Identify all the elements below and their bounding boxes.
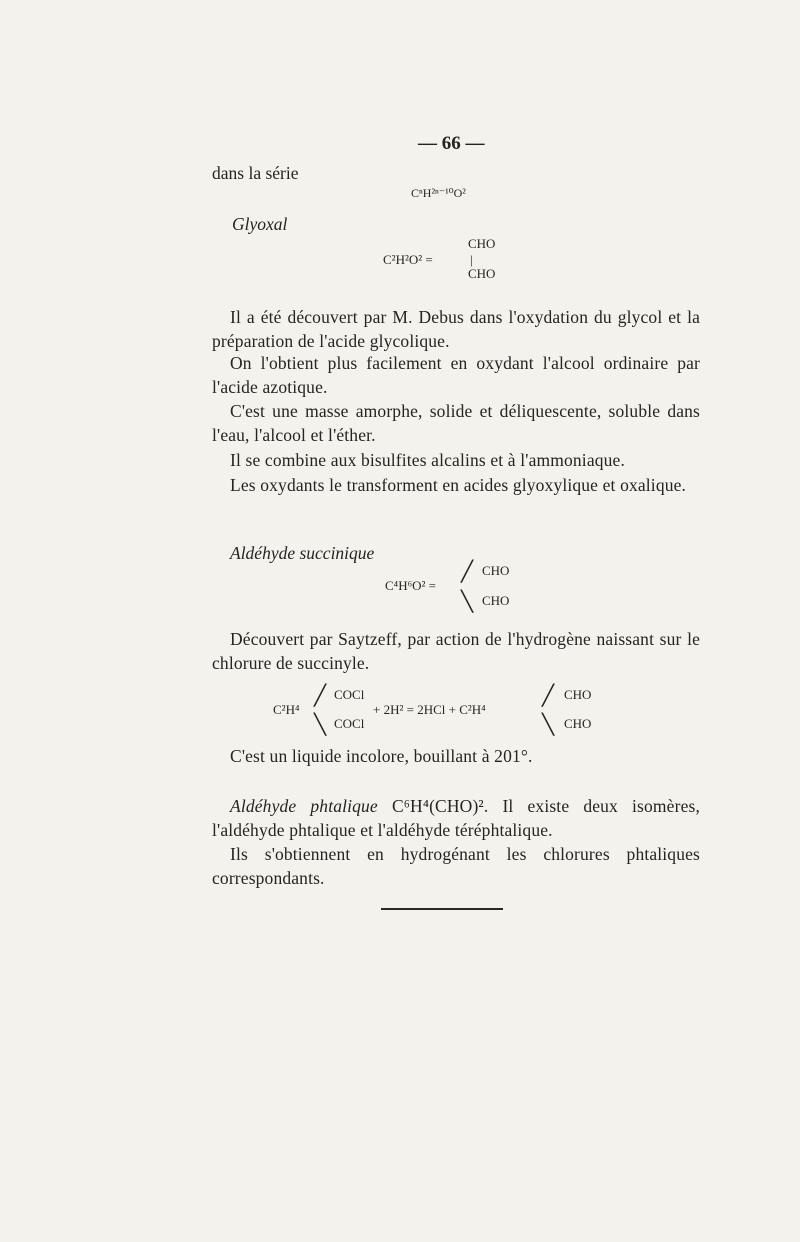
- glyoxal-title: Glyoxal: [232, 214, 288, 234]
- reaction-left-top: COCl: [334, 687, 365, 702]
- bond-down-icon: ╲: [314, 714, 327, 736]
- phtalic-text: Il existe deux isomères, l'aldéhyde phtalique et l'aldéhyde téréphtalique.: [212, 796, 700, 840]
- paragraph-final: Ils s'obtiennent en hydrogénant les chlorures phtaliques correspondants.: [212, 844, 700, 888]
- glyoxal-formula-top: CHO: [468, 236, 496, 251]
- succinic-title: Aldéhyde succinique: [230, 543, 375, 563]
- paragraph-combination: Il se combine aux bisulfites alcalins et à l'ammoniaque.: [230, 450, 625, 470]
- paragraph-liquid: C'est un liquide incolore, bouillant à 201°.: [230, 746, 533, 766]
- paragraph-properties: C'est une masse amorphe, solide et déliquescente, soluble dans l'eau, l'alcool et l'éther.: [212, 401, 700, 445]
- glyoxal-formula-bottom: CHO: [468, 266, 496, 281]
- reaction-right-bottom: CHO: [564, 716, 592, 731]
- series-formula: CⁿH²ⁿ⁻¹⁰O²: [411, 186, 466, 200]
- phtalic-title: Aldéhyde phtalique: [230, 796, 378, 816]
- succinic-formula-bottom: CHO: [482, 593, 510, 608]
- paragraph-preparation: On l'obtient plus facilement en oxydant l'alcool ordinaire par l'acide azotique.: [212, 353, 700, 397]
- phtalic-formula: C⁶H⁴(CHO)².: [391, 796, 489, 816]
- glyoxal-formula-left: C²H²O² =: [383, 252, 433, 267]
- bond-up-icon: ╱: [461, 561, 474, 583]
- paragraph-discovery: Il a été découvert par M. Debus dans l'oxydation du glycol et la préparation de l'acide glycolique.: [212, 307, 700, 351]
- paragraph-phtalic: [212, 795, 700, 842]
- succinic-formula-left: C⁴H⁶O² =: [385, 578, 436, 593]
- paragraph-saytzeff: Découvert par Saytzeff, par action de l'hydrogène naissant sur le chlorure de succinyle.: [212, 629, 700, 673]
- reaction-middle: + 2H² = 2HCl + C²H⁴: [373, 702, 486, 717]
- page-number: — 66 —: [418, 133, 485, 154]
- reaction-left-bottom: COCl: [334, 716, 365, 731]
- reaction-left: C²H⁴: [273, 702, 300, 717]
- bond-up-icon: ╱: [314, 685, 327, 707]
- succinic-formula-top: CHO: [482, 563, 510, 578]
- paragraph-oxidation: Les oxydants le transforment en acides glyoxylique et oxalique.: [230, 475, 687, 495]
- section-divider: [381, 908, 503, 910]
- bond-up-icon: ╱: [542, 685, 555, 707]
- series-intro: dans la série: [212, 163, 299, 183]
- bond-down-icon: ╲: [542, 714, 555, 736]
- bond-down-icon: ╲: [461, 591, 474, 613]
- reaction-right-top: CHO: [564, 687, 592, 702]
- glyoxal-bond: |: [470, 252, 473, 267]
